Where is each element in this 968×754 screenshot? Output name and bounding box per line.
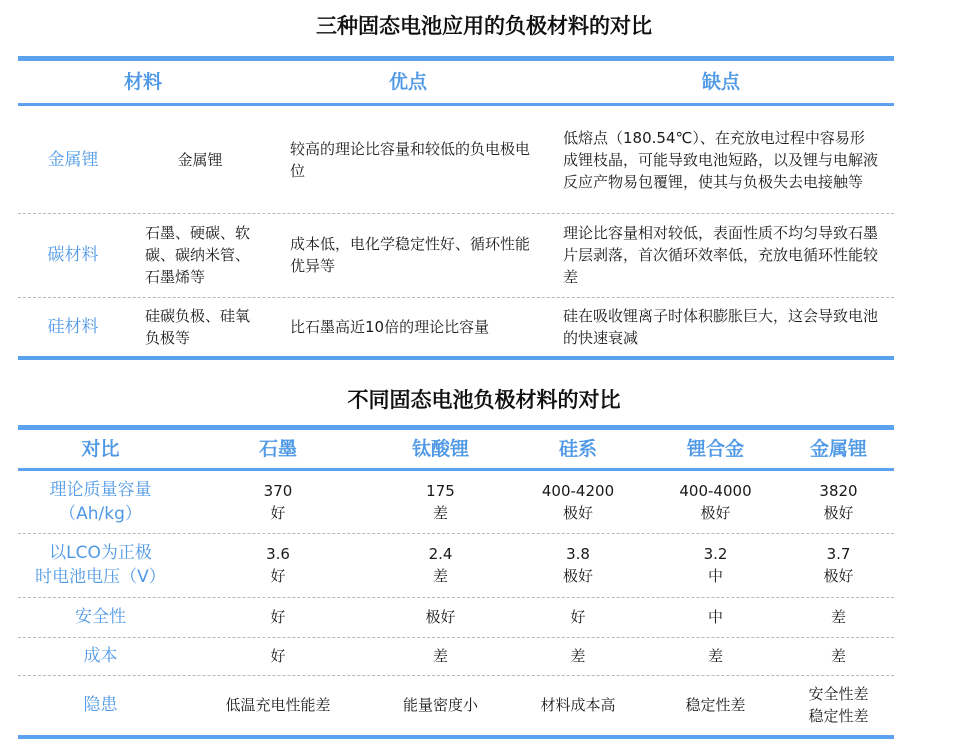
table2-header-compare: 对比 xyxy=(81,438,120,460)
table2-header-graphite: 石墨 xyxy=(258,438,297,460)
table-cell: 差 xyxy=(830,647,846,665)
row-label: 硅材料 xyxy=(47,317,99,337)
table-cell: 175 差 xyxy=(426,482,455,522)
table2-header-li-alloy: 锂合金 xyxy=(686,438,744,460)
table1-header-material: 材料 xyxy=(123,71,162,93)
table-cell: 材料成本高 xyxy=(540,696,616,714)
table-cell: 400-4000 极好 xyxy=(679,482,752,522)
table-cell: 差 xyxy=(570,647,586,665)
table-cell: 3820 极好 xyxy=(819,482,858,522)
table2-title: 不同固态电池负极材料的对比 xyxy=(347,388,621,412)
table-cell: 3.2 中 xyxy=(703,545,728,585)
table-cell: 好 xyxy=(270,608,286,626)
table2-header-li-metal: 金属锂 xyxy=(809,438,867,460)
row-label: 安全性 xyxy=(75,607,126,627)
table2-header-silicon: 硅系 xyxy=(558,438,597,460)
pros-cell: 比石墨高近10倍的理论比容量 xyxy=(290,318,490,336)
table-cell: 极好 xyxy=(425,608,456,626)
material-cell: 硅碳负极、硅氧负极等 xyxy=(145,307,251,347)
table2-header-lto: 钛酸锂 xyxy=(411,438,469,460)
row-label: 金属锂 xyxy=(47,150,99,170)
table2-bottom-rule xyxy=(18,735,894,739)
table-cell: 差 xyxy=(432,647,448,665)
pros-cell: 较高的理论比容量和较低的负电极电位 xyxy=(290,140,531,180)
table-cell: 400-4200 极好 xyxy=(541,482,615,522)
table-cell: 差 xyxy=(830,608,846,626)
table1-header-cons: 缺点 xyxy=(701,71,740,93)
table-cell: 好 xyxy=(570,608,586,626)
table2-header-rule xyxy=(18,468,894,471)
pros-cell: 成本低，电化学稳定性好、循环性能优异等 xyxy=(290,235,531,275)
row-label: 碳材料 xyxy=(47,245,99,265)
row-label: 以LCO为正极 时电池电压（V） xyxy=(35,543,166,587)
table-cell: 安全性差 稳定性差 xyxy=(808,685,869,725)
material-cell: 石墨、硬碳、软碳、碳纳米管、石墨烯等 xyxy=(145,224,251,286)
table1-header-rule xyxy=(18,103,894,106)
table-cell: 3.7 极好 xyxy=(823,545,854,585)
table-cell: 2.4 差 xyxy=(428,545,453,585)
row-label: 成本 xyxy=(83,646,118,666)
table-cell: 低温充电性能差 xyxy=(225,696,331,714)
table-cell: 好 xyxy=(270,647,286,665)
cons-cell: 硅在吸收锂离子时体积膨胀巨大，这会导致电池的快速衰减 xyxy=(563,307,879,347)
table-cell: 中 xyxy=(707,608,723,626)
table-cell: 稳定性差 xyxy=(685,696,746,714)
cons-cell: 理论比容量相对较低，表面性质不均匀导致石墨片层剥落，首次循环效率低，充放电循环性能较差 xyxy=(563,224,879,286)
row-label: 隐患 xyxy=(83,695,118,715)
row-label: 理论质量容量 （Ah/kg） xyxy=(49,480,152,524)
table-cell: 3.8 极好 xyxy=(562,545,593,585)
material-cell: 金属锂 xyxy=(177,151,223,169)
table1-header-pros: 优点 xyxy=(388,71,427,93)
table-cell: 能量密度小 xyxy=(402,696,478,714)
table-cell: 差 xyxy=(707,647,723,665)
table-cell: 370 好 xyxy=(263,482,293,522)
cons-cell: 低熔点（180.54℃）、在充放电过程中容易形成锂枝晶，可能导致电池短路，以及锂与电解液反应产物易包覆锂，使其与负极失去电接触等 xyxy=(563,129,879,191)
table-cell: 3.6 好 xyxy=(266,545,290,585)
table1-title: 三种固态电池应用的负极材料的对比 xyxy=(316,14,652,38)
table1-bottom-rule xyxy=(18,356,894,360)
